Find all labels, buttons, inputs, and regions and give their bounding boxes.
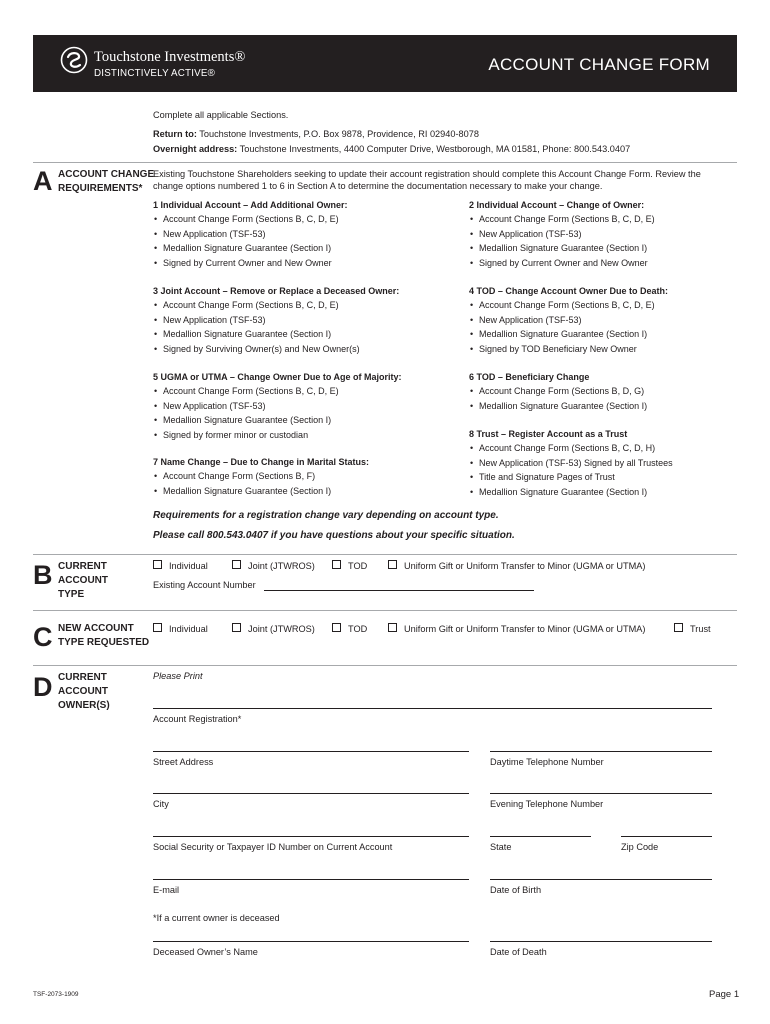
checkbox-label: Uniform Gift or Uniform Transfer to Minor (UGMA or UTMA) xyxy=(404,561,646,571)
deceased-name-field[interactable] xyxy=(153,941,469,942)
section-c-title-line2: TYPE REQUESTED xyxy=(58,637,150,648)
option-item: • Medallion Signature Guarantee (Section I) xyxy=(469,485,673,499)
section-d-letter: D xyxy=(33,672,53,702)
section-c-letter: C xyxy=(33,622,53,652)
section-d-title xyxy=(58,671,110,713)
checkbox-icon xyxy=(388,623,397,632)
option-item: • Medallion Signature Guarantee (Section I) xyxy=(469,327,668,341)
street-address-label: Street Address xyxy=(153,757,214,767)
please-print-label: Please Print xyxy=(153,671,203,681)
return-address xyxy=(153,129,479,140)
option-item: • Account Change Form (Sections B, F) xyxy=(153,469,369,483)
overnight-address xyxy=(153,144,630,155)
state-label: State xyxy=(490,842,512,852)
section-c-title xyxy=(58,622,149,650)
option-block xyxy=(469,284,668,356)
brand-tagline: DISTINCTIVELY ACTIVE® xyxy=(94,68,216,79)
option-block xyxy=(153,455,369,498)
option-item: • Account Change Form (Sections B, C, D, E) xyxy=(469,212,655,226)
new-type-trust-checkbox[interactable] xyxy=(674,623,711,635)
form-code: TSF-2073-1909 xyxy=(33,991,79,998)
daytime-phone-label: Daytime Telephone Number xyxy=(490,757,604,767)
section-b-title-line1: CURRENT xyxy=(58,561,107,572)
new-type-ugma-checkbox[interactable] xyxy=(388,623,645,635)
option-item: • New Application (TSF-53) xyxy=(153,399,402,413)
zip-label: Zip Code xyxy=(621,842,659,852)
current-type-joint-checkbox[interactable] xyxy=(232,560,315,572)
section-a-title-line1: ACCOUNT CHANGE xyxy=(58,169,155,180)
checkbox-icon xyxy=(153,560,162,569)
evening-phone-label: Evening Telephone Number xyxy=(490,799,604,809)
checkbox-icon xyxy=(232,623,241,632)
section-a-desc-line1: Existing Touchstone Shareholders seeking to update their account registration should complete this Account Change Form. Review the xyxy=(153,169,701,179)
zip-field[interactable] xyxy=(621,836,712,837)
current-type-individual-checkbox[interactable] xyxy=(153,560,208,572)
option-heading: 3 Joint Account – Remove or Replace a Deceased Owner: xyxy=(153,286,400,296)
daytime-phone-field[interactable] xyxy=(490,751,712,752)
option-block xyxy=(469,427,673,499)
checkbox-label: Joint (JTWROS) xyxy=(248,624,315,634)
option-item: • Account Change Form (Sections B, C, D, E) xyxy=(153,384,402,398)
account-registration-field[interactable] xyxy=(153,708,712,709)
option-item: • Medallion Signature Guarantee (Section I) xyxy=(469,399,647,413)
instruction-text: Complete all applicable Sections. xyxy=(153,110,289,120)
checkbox-label: Individual xyxy=(169,624,208,634)
checkbox-label: Individual xyxy=(169,561,208,571)
touchstone-logo-icon xyxy=(60,46,88,74)
section-b-title xyxy=(58,560,108,602)
date-of-death-field[interactable] xyxy=(490,941,712,942)
account-registration-label: Account Registration* xyxy=(153,714,242,724)
form-title: ACCOUNT CHANGE FORM xyxy=(488,55,710,74)
option-item: • Medallion Signature Guarantee (Section I) xyxy=(469,241,655,255)
option-item: • Account Change Form (Sections B, D, G) xyxy=(469,384,647,398)
checkbox-label: TOD xyxy=(348,561,368,571)
header-bar xyxy=(33,35,737,92)
option-item: • Account Change Form (Sections B, C, D, E) xyxy=(153,212,348,226)
option-item: • Account Change Form (Sections B, C, D, E) xyxy=(153,298,399,312)
checkbox-label: Trust xyxy=(690,624,711,634)
divider xyxy=(33,665,737,666)
option-item: • Medallion Signature Guarantee (Section I) xyxy=(153,327,399,341)
option-heading: 4 TOD – Change Account Owner Due to Death: xyxy=(469,286,669,296)
section-b-title-line3: TYPE xyxy=(58,589,85,600)
checkbox-icon xyxy=(388,560,397,569)
option-item: • New Application (TSF-53) xyxy=(469,227,655,241)
option-heading: 6 TOD – Beneficiary Change xyxy=(469,372,590,382)
divider xyxy=(33,610,737,611)
option-item: • Account Change Form (Sections B, C, D, H) xyxy=(469,441,673,455)
option-item: • Medallion Signature Guarantee (Section I) xyxy=(153,484,369,498)
option-heading: 7 Name Change – Due to Change in Marital Status: xyxy=(153,457,370,467)
call-note: Please call 800.543.0407 if you have questions about your specific situation. xyxy=(153,530,515,541)
street-address-field[interactable] xyxy=(153,751,469,752)
city-label: City xyxy=(153,799,169,809)
return-label: Return to: xyxy=(153,129,197,139)
option-heading: 2 Individual Account – Change of Owner: xyxy=(469,200,645,210)
option-block xyxy=(153,284,399,356)
new-type-joint-checkbox[interactable] xyxy=(232,623,315,635)
checkbox-label: Uniform Gift or Uniform Transfer to Minor (UGMA or UTMA) xyxy=(404,624,646,634)
option-heading: 1 Individual Account – Add Additional Owner: xyxy=(153,200,348,210)
divider xyxy=(33,554,737,555)
option-block xyxy=(469,198,655,270)
current-type-tod-checkbox[interactable] xyxy=(332,560,367,572)
option-item: • Signed by Current Owner and New Owner xyxy=(153,256,348,270)
option-item: • Signed by TOD Beneficiary New Owner xyxy=(469,342,668,356)
overnight-address-text: Touchstone Investments, 4400 Computer Drive, Westborough, MA 01581, Phone: 800.543.0407 xyxy=(237,144,631,154)
option-item: • Signed by former minor or custodian xyxy=(153,428,402,442)
section-a-title xyxy=(58,168,154,196)
deceased-note: *If a current owner is deceased xyxy=(153,913,280,923)
section-a-desc-line2: change options numbered 1 to 6 in Section A to determine the documentation necessary to make your change. xyxy=(153,181,603,191)
option-heading: 5 UGMA or UTMA – Change Owner Due to Age of Majority: xyxy=(153,372,402,382)
section-d-title-line2: ACCOUNT xyxy=(58,686,108,697)
page-number: Page 1 xyxy=(709,989,740,1000)
ssn-field[interactable] xyxy=(153,836,469,837)
email-field[interactable] xyxy=(153,879,469,880)
option-item: • Medallion Signature Guarantee (Section I) xyxy=(153,241,348,255)
option-block xyxy=(469,370,647,413)
option-item: • New Application (TSF-53) xyxy=(469,313,668,327)
checkbox-icon xyxy=(153,623,162,632)
checkbox-icon xyxy=(332,560,341,569)
dob-field[interactable] xyxy=(490,879,712,880)
email-label: E-mail xyxy=(153,885,180,895)
divider xyxy=(33,162,737,163)
option-item: • Medallion Signature Guarantee (Section I) xyxy=(153,413,402,427)
option-heading: 8 Trust – Register Account as a Trust xyxy=(469,429,628,439)
option-item: • Account Change Form (Sections B, C, D, E) xyxy=(469,298,668,312)
state-field[interactable] xyxy=(490,836,591,837)
section-b-letter: B xyxy=(33,560,53,590)
option-item: • New Application (TSF-53) xyxy=(153,227,348,241)
ssn-label: Social Security or Taxpayer ID Number on Current Account xyxy=(153,842,393,852)
checkbox-label: TOD xyxy=(348,624,368,634)
overnight-label: Overnight address: xyxy=(153,144,238,154)
new-type-tod-checkbox[interactable] xyxy=(332,623,367,635)
return-address-text: Touchstone Investments, P.O. Box 9878, Providence, RI 02940-8078 xyxy=(196,129,479,139)
city-field[interactable] xyxy=(153,793,469,794)
checkbox-label: Joint (JTWROS) xyxy=(248,561,315,571)
option-item: • New Application (TSF-53) Signed by all Trustees xyxy=(469,456,673,470)
checkbox-icon xyxy=(232,560,241,569)
section-a-title-line2: REQUIREMENTS* xyxy=(58,183,143,194)
section-d-title-line1: CURRENT xyxy=(58,672,107,683)
option-item: • Title and Signature Pages of Trust xyxy=(469,470,673,484)
current-type-ugma-checkbox[interactable] xyxy=(388,560,645,572)
existing-account-label: Existing Account Number xyxy=(153,580,256,590)
option-item: • New Application (TSF-53) xyxy=(153,313,399,327)
option-block xyxy=(153,198,348,270)
dob-label: Date of Birth xyxy=(490,885,542,895)
evening-phone-field[interactable] xyxy=(490,793,712,794)
requirements-note: Requirements for a registration change vary depending on account type. xyxy=(153,510,499,521)
option-block xyxy=(153,370,402,442)
section-b-title-line2: ACCOUNT xyxy=(58,575,108,586)
deceased-name-label: Deceased Owner’s Name xyxy=(153,947,258,957)
new-type-individual-checkbox[interactable] xyxy=(153,623,208,635)
brand-name: Touchstone Investments® xyxy=(94,49,246,65)
option-item: • Signed by Surviving Owner(s) and New Owner(s) xyxy=(153,342,399,356)
checkbox-icon xyxy=(332,623,341,632)
checkbox-icon xyxy=(674,623,683,632)
section-d-title-line3: OWNER(S) xyxy=(58,700,110,711)
section-a-letter: A xyxy=(33,166,53,196)
date-of-death-label: Date of Death xyxy=(490,947,547,957)
existing-account-number-field[interactable] xyxy=(264,590,534,591)
option-item: • Signed by Current Owner and New Owner xyxy=(469,256,655,270)
section-c-title-line1: NEW ACCOUNT xyxy=(58,623,134,634)
